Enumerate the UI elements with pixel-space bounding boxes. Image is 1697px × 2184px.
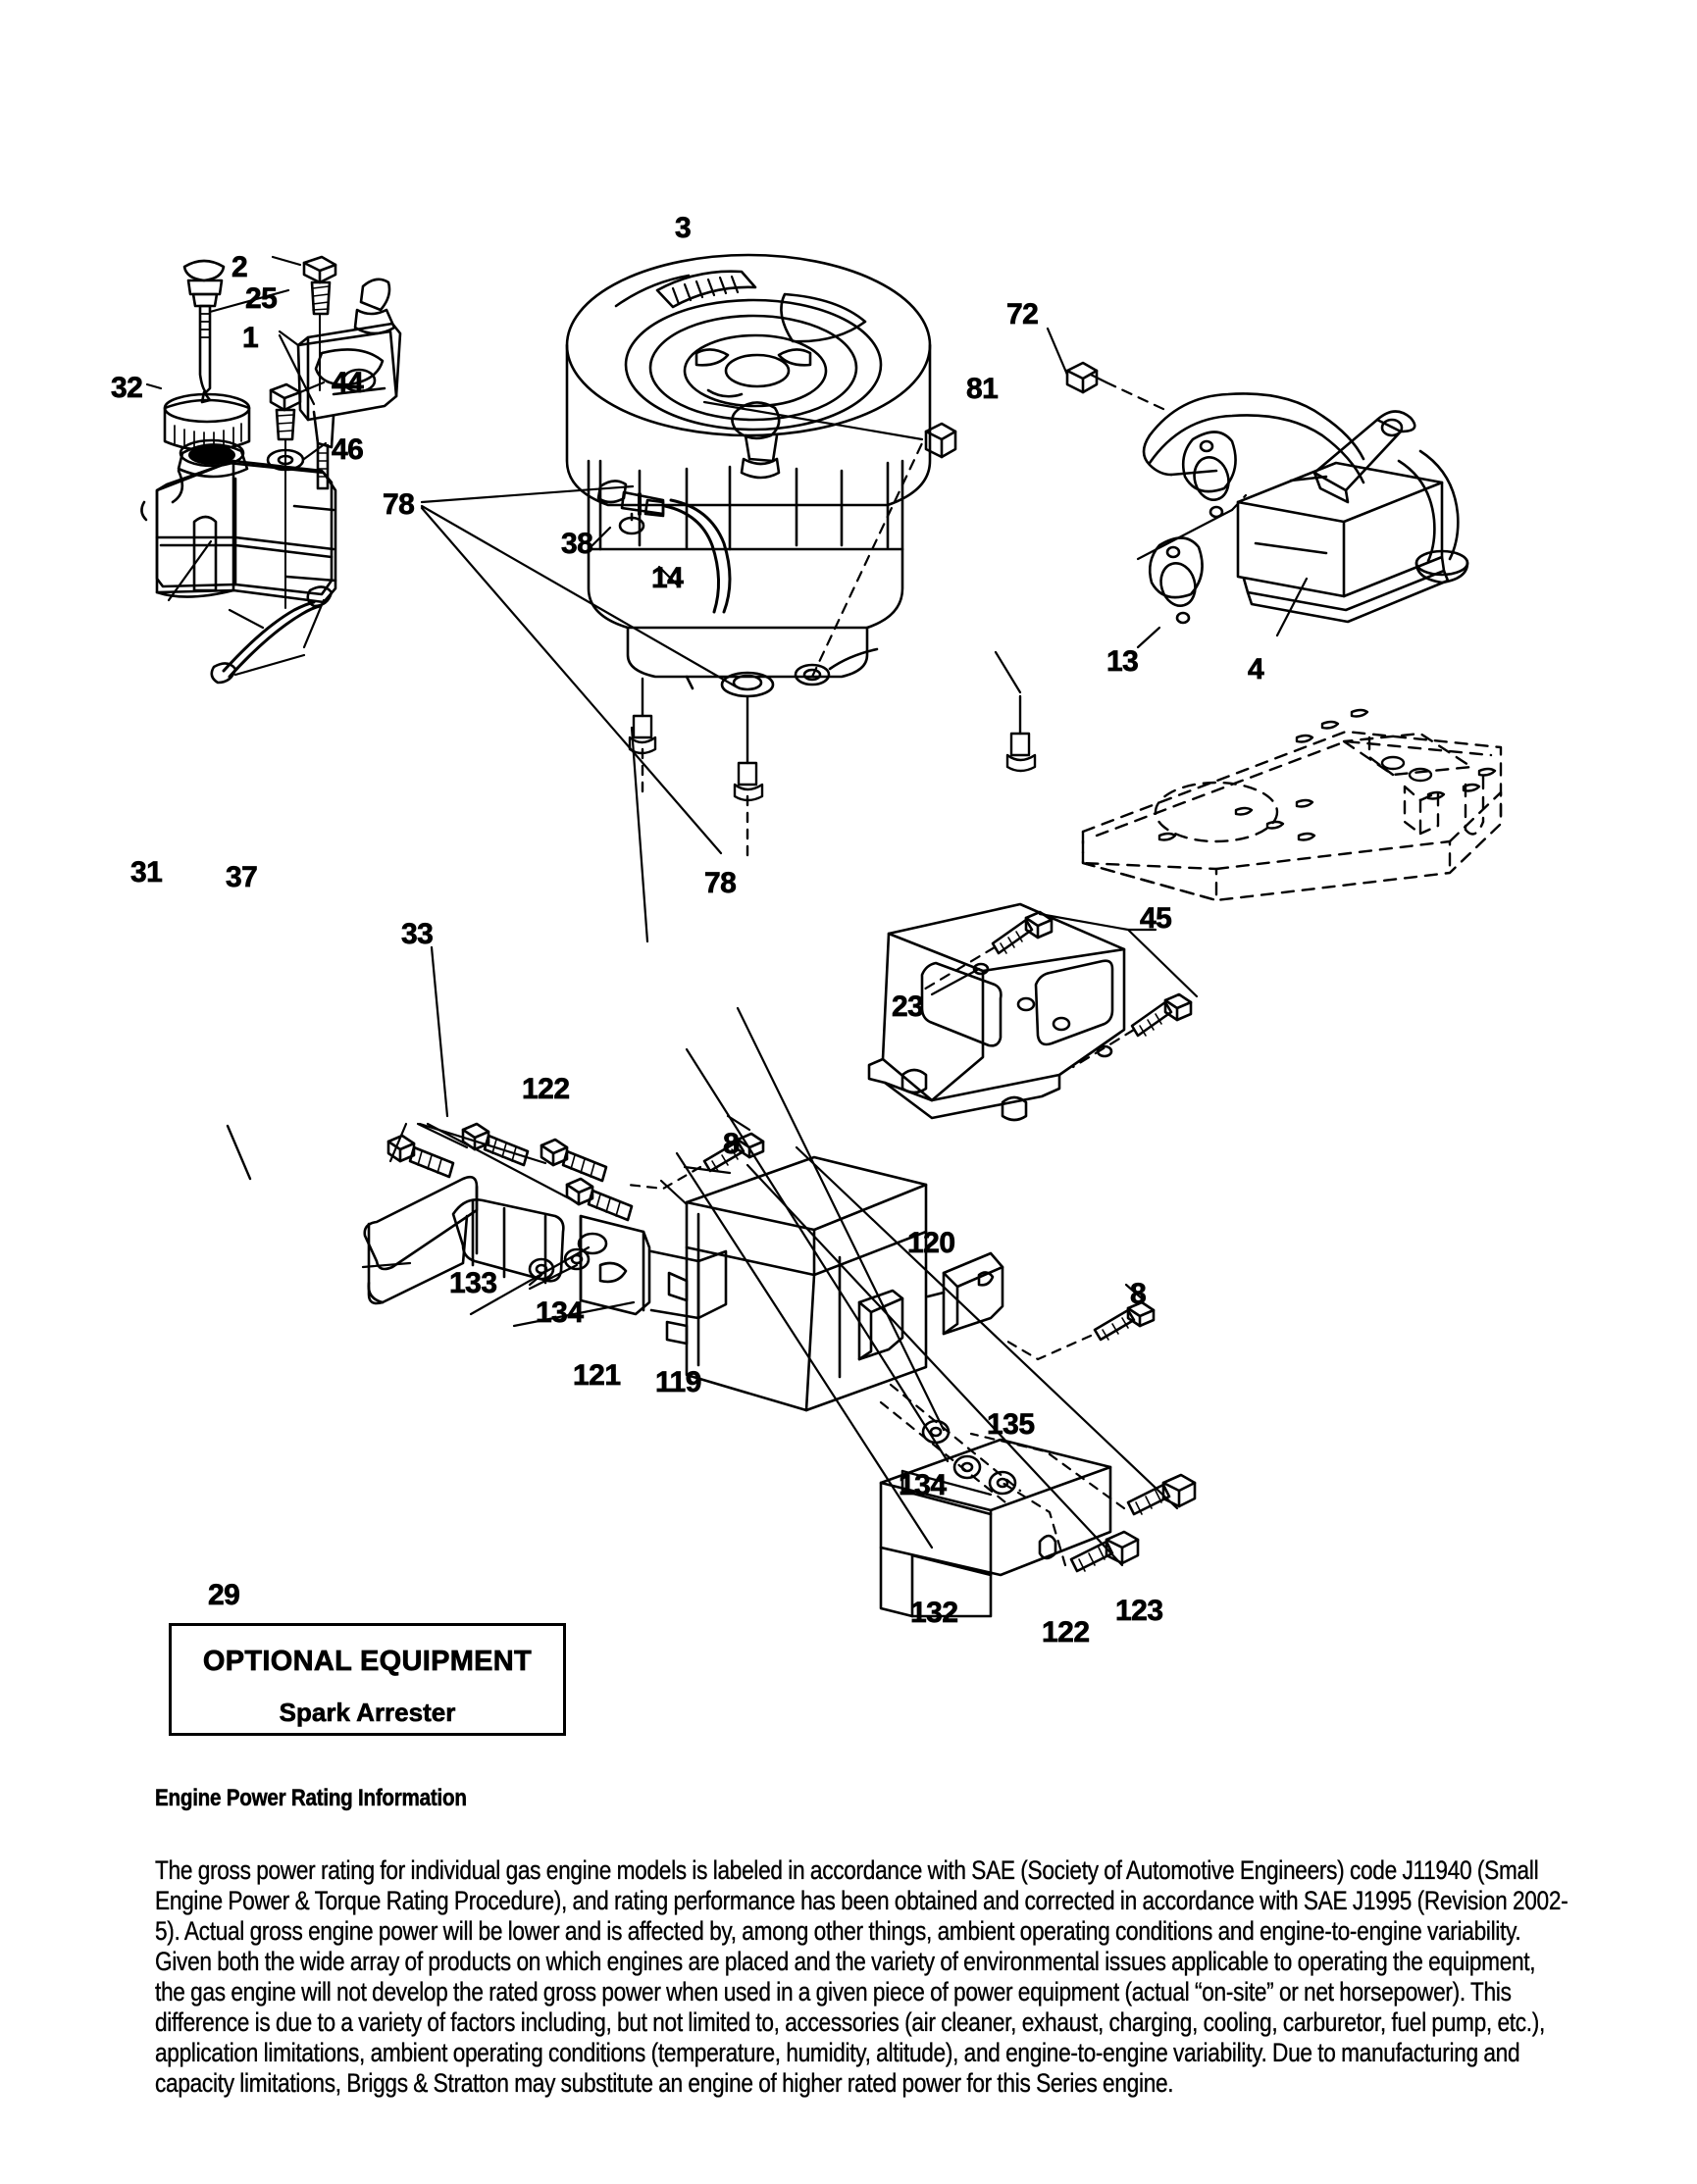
- callout-14: 14: [651, 562, 684, 594]
- callout-13: 13: [1106, 645, 1139, 678]
- callout-1: 1: [242, 322, 259, 354]
- callout-31: 31: [130, 856, 163, 889]
- callout-4: 4: [1248, 653, 1264, 686]
- callout-78-lower: 78: [704, 867, 737, 899]
- callout-120: 120: [907, 1227, 955, 1259]
- callout-29: 29: [208, 1579, 240, 1611]
- callout-122-a: 122: [522, 1073, 570, 1105]
- callout-37: 37: [226, 861, 258, 893]
- callout-134-a: 134: [536, 1296, 584, 1329]
- callout-78-upper: 78: [383, 488, 415, 521]
- callout-72: 72: [1006, 298, 1039, 330]
- callout-8-b: 8: [1130, 1278, 1147, 1310]
- callout-45: 45: [1140, 902, 1172, 935]
- callout-8-a: 8: [723, 1128, 740, 1160]
- optional-equipment-box: [169, 1623, 566, 1736]
- callout-81: 81: [966, 373, 999, 405]
- callout-122-b: 122: [1042, 1616, 1090, 1649]
- callout-2: 2: [231, 251, 248, 283]
- callout-135: 135: [987, 1408, 1035, 1441]
- callout-23: 23: [892, 990, 924, 1023]
- callout-3: 3: [675, 212, 692, 244]
- callout-133: 133: [449, 1267, 497, 1299]
- callout-38: 38: [561, 528, 593, 560]
- optional-equipment-subtitle: Spark Arrester: [279, 1698, 456, 1727]
- callout-32: 32: [111, 372, 143, 404]
- optional-equipment-title: OPTIONAL EQUIPMENT: [202, 1646, 533, 1677]
- engine-power-rating-body: The gross power rating for individual gas engine models is labeled in accordance with SAE (Society of Automotive Engineers) code J11940 (Small Engine Power & Torque Rating Procedure), and rating performance has been obtained and corrected in accordance with SAE J1995 (Revision 2002-5). Actual gross engine power will be lower and is affected by, among other things, ambient operating conditions and engine-to-engine variability. Given both the wide array of products on which engines are placed and the variety of environmental issues applicable to operating the equipment, the gas engine will not develop the rated gross power when used in a given piece of power equipment (actual “on-site” or net horsepower). This difference is due to a variety of factors including, but not limited to, accessories (air cleaner, exhaust, charging, cooling, carburetor, fuel pump, etc.), application limitations, ambient operating conditions (temperature, humidity, altitude), and engine-to-engine variability. Due to manufacturing and capacity limitations, Briggs & Stratton may substitute an engine of higher rated power for this Series engine.: [155, 1855, 1568, 2098]
- engine-power-rating-heading: Engine Power Rating Information: [155, 1785, 467, 1811]
- callout-121: 121: [573, 1359, 621, 1392]
- callout-33: 33: [401, 918, 434, 950]
- callout-119: 119: [655, 1366, 701, 1398]
- callout-134-b: 134: [899, 1469, 947, 1501]
- callout-25: 25: [245, 282, 278, 315]
- callout-123: 123: [1115, 1595, 1163, 1627]
- callout-44: 44: [332, 367, 364, 399]
- callout-46: 46: [332, 433, 364, 466]
- callout-132: 132: [910, 1597, 958, 1629]
- engine-power-rating-section: [155, 1785, 1568, 2099]
